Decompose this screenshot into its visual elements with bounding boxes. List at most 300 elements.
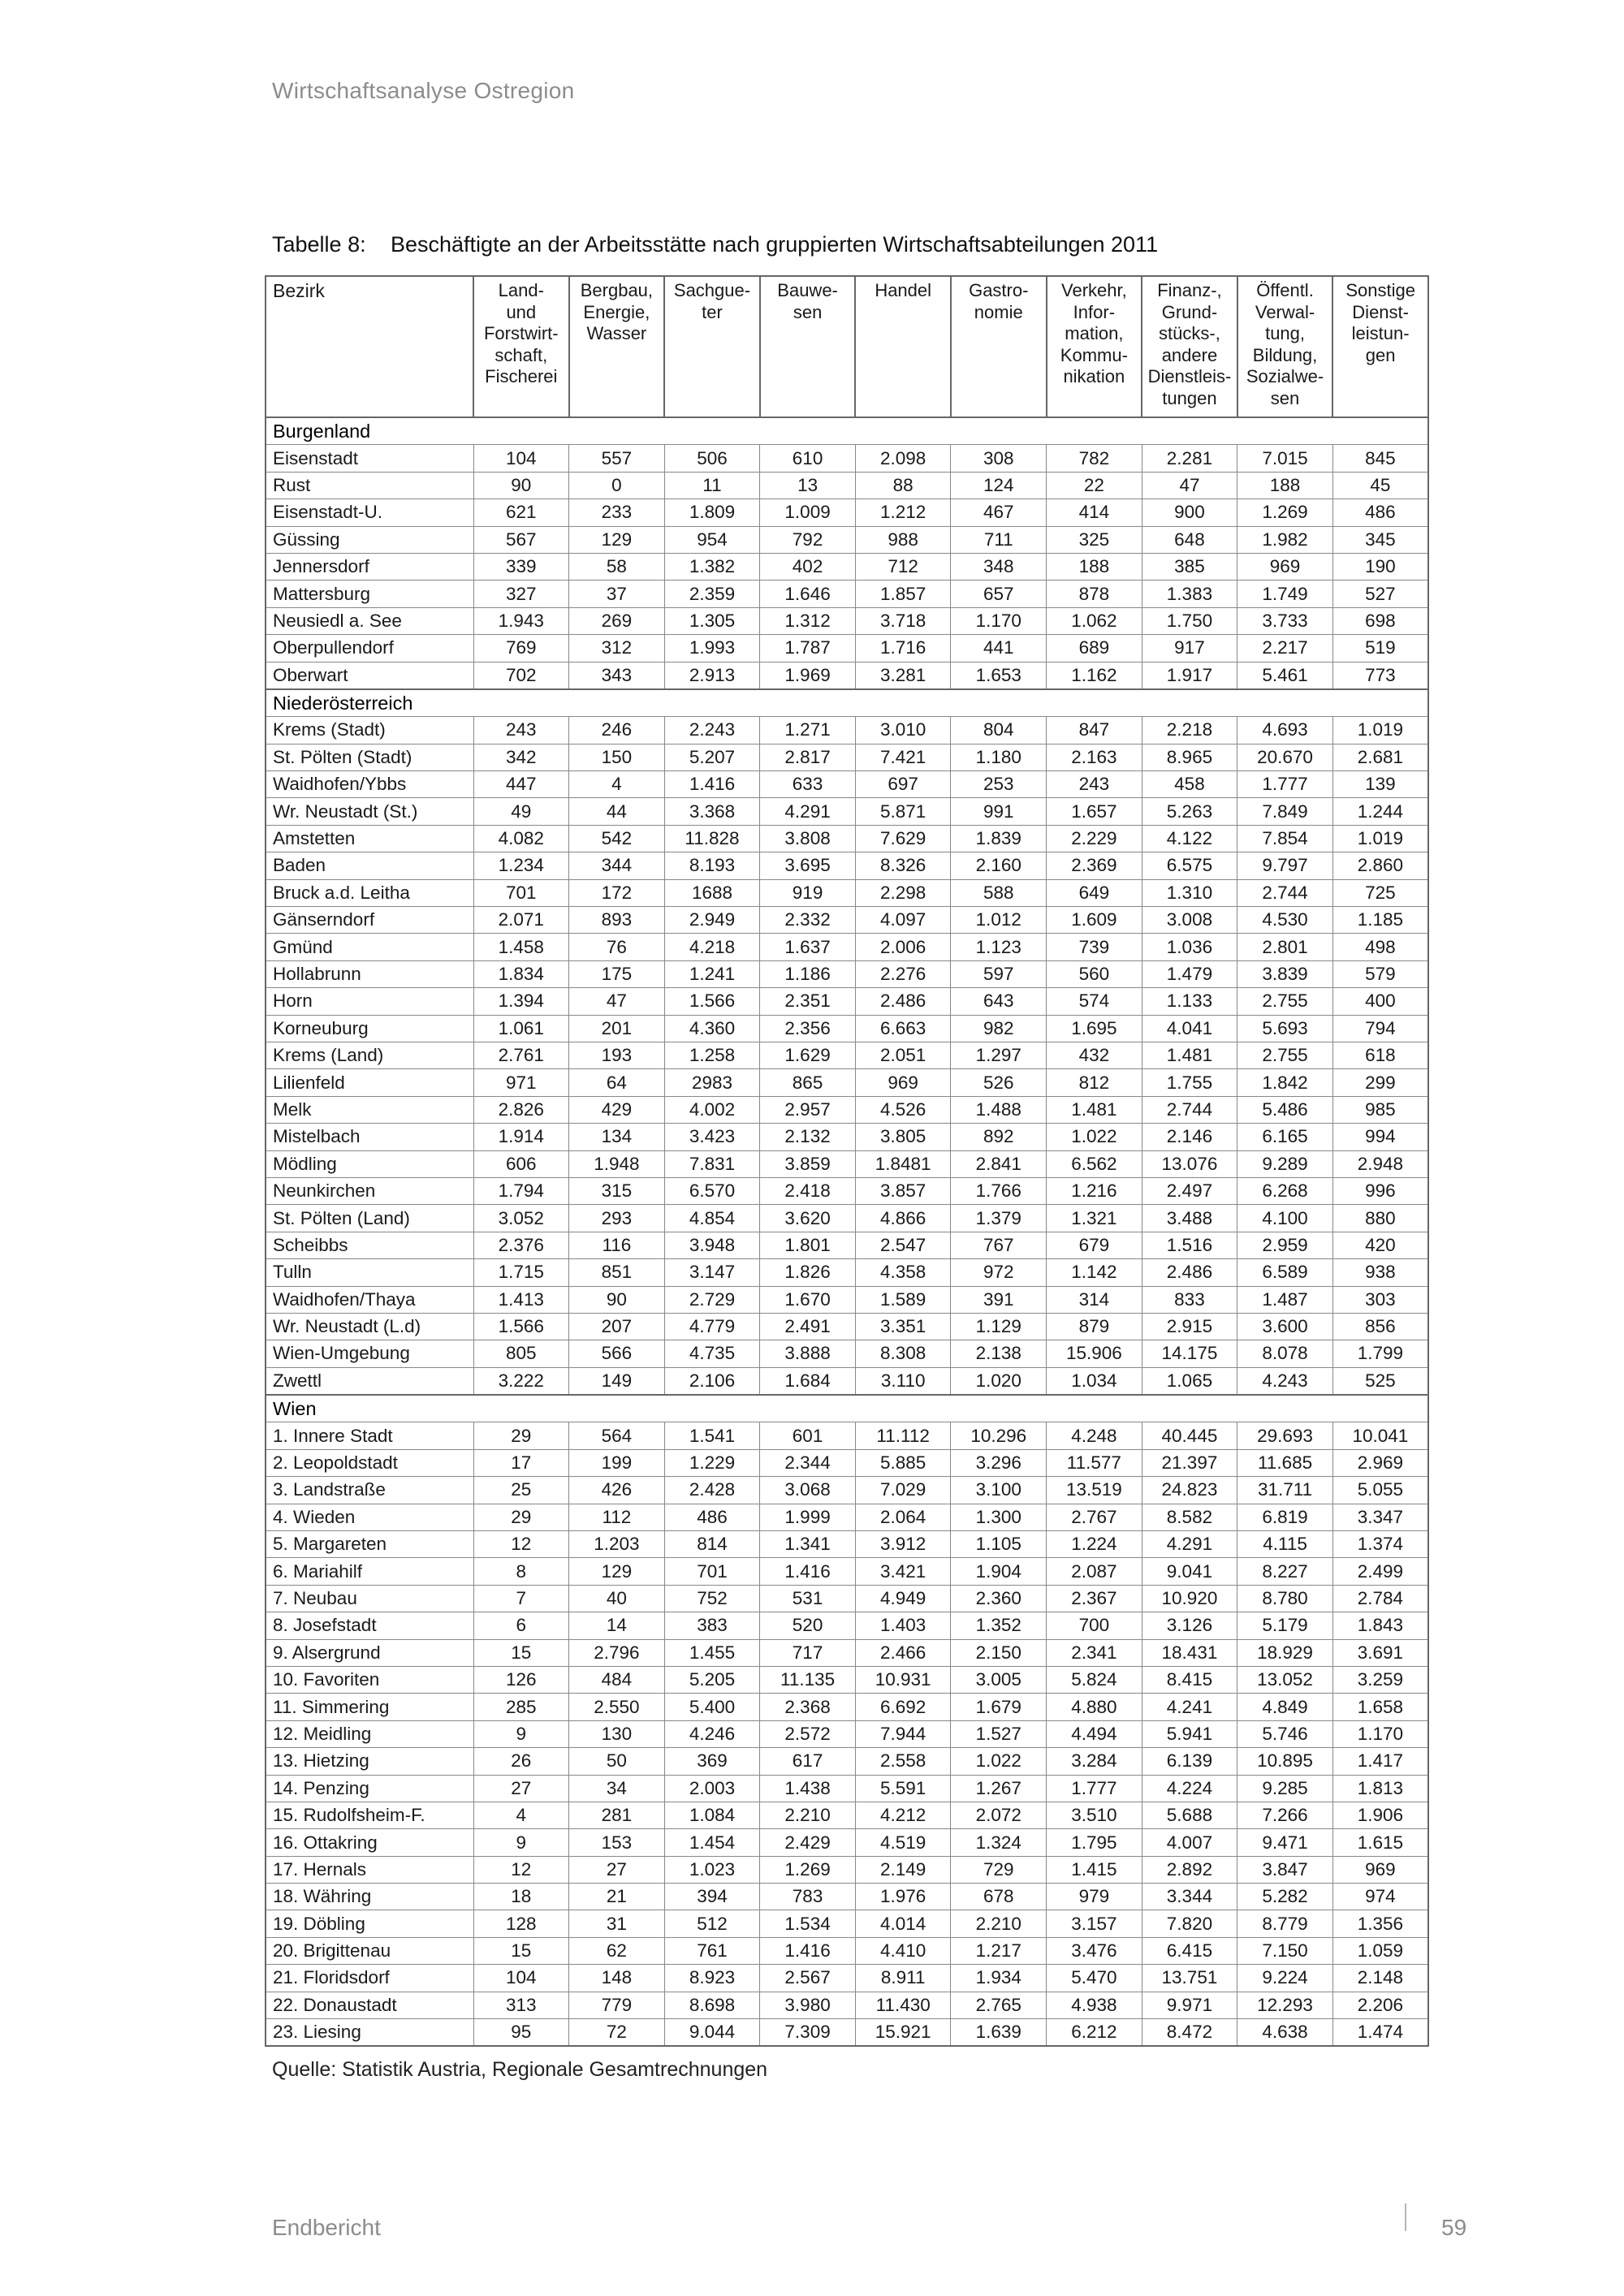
value-cell: 4.949 [855, 1585, 951, 1612]
value-cell: 919 [760, 879, 856, 906]
value-cell: 3.005 [951, 1666, 1047, 1693]
value-cell: 805 [473, 1340, 569, 1367]
value-cell: 4.122 [1142, 825, 1237, 852]
value-cell: 1.217 [951, 1937, 1047, 1964]
value-cell: 47 [569, 988, 665, 1015]
value-cell: 972 [951, 1259, 1047, 1286]
value-cell: 420 [1332, 1232, 1428, 1258]
value-cell: 1.023 [664, 1856, 760, 1883]
value-cell: 243 [1047, 771, 1142, 798]
group-row [266, 689, 1428, 717]
value-cell: 4.218 [664, 934, 760, 960]
column-header: Bergbau, Energie, Wasser [569, 276, 665, 417]
value-cell: 1.999 [760, 1504, 856, 1530]
value-cell: 34 [569, 1775, 665, 1802]
value-cell: 4.246 [664, 1720, 760, 1747]
value-cell: 1.813 [1332, 1775, 1428, 1802]
value-cell: 6.570 [664, 1177, 760, 1204]
value-cell: 974 [1332, 1884, 1428, 1910]
value-cell: 1.224 [1047, 1531, 1142, 1558]
value-cell: 12 [473, 1856, 569, 1883]
value-cell: 2.217 [1237, 635, 1333, 662]
running-header: Wirtschaftsanalyse Ostregion [272, 78, 575, 103]
value-cell: 2.755 [1237, 1042, 1333, 1068]
value-cell: 1.403 [855, 1612, 951, 1639]
value-cell: 129 [569, 1558, 665, 1585]
value-cell: 13 [760, 472, 856, 498]
value-cell: 3.859 [760, 1150, 856, 1177]
district-name-cell: Eisenstadt-U. [266, 499, 473, 526]
district-name-cell: 8. Josefstadt [266, 1612, 473, 1639]
value-cell: 14.175 [1142, 1340, 1237, 1367]
value-cell: 31 [569, 1910, 665, 1937]
value-cell: 8.582 [1142, 1504, 1237, 1530]
value-cell: 325 [1047, 526, 1142, 553]
value-cell: 1.750 [1142, 607, 1237, 634]
value-cell: 1.566 [664, 988, 760, 1015]
value-cell: 1.777 [1237, 771, 1333, 798]
value-cell: 531 [760, 1585, 856, 1612]
table-row [266, 1232, 1428, 1258]
value-cell: 2.558 [855, 1748, 951, 1775]
value-cell: 648 [1142, 526, 1237, 553]
table-row [266, 825, 1428, 852]
value-cell: 233 [569, 499, 665, 526]
value-cell: 1.417 [1332, 1748, 1428, 1775]
value-cell: 971 [473, 1069, 569, 1096]
value-cell: 1.679 [951, 1694, 1047, 1720]
value-cell: 879 [1047, 1313, 1142, 1340]
value-cell: 1.834 [473, 960, 569, 987]
value-cell: 3.259 [1332, 1666, 1428, 1693]
table-body [266, 417, 1428, 2046]
value-cell: 90 [569, 1286, 665, 1313]
value-cell: 1.481 [1142, 1042, 1237, 1068]
value-cell: 394 [664, 1884, 760, 1910]
value-cell: 4.530 [1237, 907, 1333, 934]
value-cell: 3.476 [1047, 1937, 1142, 1964]
value-cell: 3.052 [473, 1205, 569, 1232]
value-cell: 5.486 [1237, 1096, 1333, 1123]
district-name-cell: 22. Donaustadt [266, 1992, 473, 2018]
value-cell: 5.470 [1047, 1965, 1142, 1992]
value-cell: 1.416 [664, 771, 760, 798]
value-cell: 1.413 [473, 1286, 569, 1313]
column-header: Gastro- nomie [951, 276, 1047, 417]
value-cell: 2.006 [855, 934, 951, 960]
value-cell: 8.698 [664, 1992, 760, 2018]
value-cell: 3.423 [664, 1124, 760, 1150]
value-cell: 2.428 [664, 1477, 760, 1504]
value-cell: 6.165 [1237, 1124, 1333, 1150]
value-cell: 37 [569, 580, 665, 607]
table-row [266, 744, 1428, 770]
value-cell: 153 [569, 1829, 665, 1856]
value-cell: 880 [1332, 1205, 1428, 1232]
value-cell: 1.826 [760, 1259, 856, 1286]
value-cell: 2.957 [760, 1096, 856, 1123]
district-name-cell: 11. Simmering [266, 1694, 473, 1720]
group-label: Wien [266, 1395, 1428, 1422]
value-cell: 112 [569, 1504, 665, 1530]
value-cell: 1.310 [1142, 879, 1237, 906]
value-cell: 8.227 [1237, 1558, 1333, 1585]
value-cell: 3.110 [855, 1367, 951, 1395]
value-cell: 988 [855, 526, 951, 553]
value-cell: 697 [855, 771, 951, 798]
value-cell: 126 [473, 1666, 569, 1693]
table-row [266, 960, 1428, 987]
value-cell: 1.216 [1047, 1177, 1142, 1204]
table-row [266, 2019, 1428, 2047]
value-cell: 447 [473, 771, 569, 798]
value-cell: 3.222 [473, 1367, 569, 1395]
table-row [266, 1856, 1428, 1883]
value-cell: 29 [473, 1422, 569, 1449]
value-cell: 2.969 [1332, 1449, 1428, 1476]
value-cell: 9.289 [1237, 1150, 1333, 1177]
value-cell: 13.751 [1142, 1965, 1237, 1992]
district-name-cell: Mödling [266, 1150, 473, 1177]
value-cell: 5.207 [664, 744, 760, 770]
value-cell: 9 [473, 1720, 569, 1747]
value-cell: 3.296 [951, 1449, 1047, 1476]
value-cell: 1.629 [760, 1042, 856, 1068]
table-row [266, 1042, 1428, 1068]
value-cell: 150 [569, 744, 665, 770]
table-row [266, 1829, 1428, 1856]
value-cell: 2.341 [1047, 1639, 1142, 1666]
value-cell: 3.157 [1047, 1910, 1142, 1937]
value-cell: 2.072 [951, 1802, 1047, 1828]
value-cell: 4.100 [1237, 1205, 1333, 1232]
table-row [266, 1259, 1428, 1286]
value-cell: 6.139 [1142, 1748, 1237, 1775]
value-cell: 3.980 [760, 1992, 856, 2018]
column-header: Sonstige Dienst- leistun- gen [1332, 276, 1428, 417]
value-cell: 128 [473, 1910, 569, 1937]
value-cell: 1.842 [1237, 1069, 1333, 1096]
value-cell: 2.567 [760, 1965, 856, 1992]
value-cell: 579 [1332, 960, 1428, 987]
value-cell: 4.007 [1142, 1829, 1237, 1856]
value-cell: 2.429 [760, 1829, 856, 1856]
value-cell: 1.297 [951, 1042, 1047, 1068]
value-cell: 617 [760, 1748, 856, 1775]
value-cell: 3.010 [855, 717, 951, 744]
value-cell: 8.911 [855, 1965, 951, 1992]
district-name-cell: 17. Hernals [266, 1856, 473, 1883]
value-cell: 893 [569, 907, 665, 934]
value-cell: 1.843 [1332, 1612, 1428, 1639]
value-cell: 12 [473, 1531, 569, 1558]
value-cell: 5.871 [855, 798, 951, 825]
value-cell: 5.282 [1237, 1884, 1333, 1910]
value-cell: 1.658 [1332, 1694, 1428, 1720]
employment-table [265, 275, 1429, 2047]
value-cell: 2.913 [664, 662, 760, 689]
value-cell: 8.326 [855, 852, 951, 879]
value-cell: 7.629 [855, 825, 951, 852]
table-row [266, 1666, 1428, 1693]
value-cell: 851 [569, 1259, 665, 1286]
value-cell: 812 [1047, 1069, 1142, 1096]
value-cell: 10.296 [951, 1422, 1047, 1449]
district-name-cell: Korneuburg [266, 1015, 473, 1042]
value-cell: 44 [569, 798, 665, 825]
value-cell: 47 [1142, 472, 1237, 498]
value-cell: 269 [569, 607, 665, 634]
value-cell: 7.854 [1237, 825, 1333, 852]
table-row [266, 1558, 1428, 1585]
table-row [266, 1367, 1428, 1395]
value-cell: 1.474 [1332, 2019, 1428, 2047]
value-cell: 520 [760, 1612, 856, 1639]
district-name-cell: Jennersdorf [266, 553, 473, 580]
value-cell: 2.892 [1142, 1856, 1237, 1883]
table-row [266, 1639, 1428, 1666]
value-cell: 188 [1047, 553, 1142, 580]
value-cell: 148 [569, 1965, 665, 1992]
table-caption [272, 232, 1158, 257]
value-cell: 1.8481 [855, 1150, 951, 1177]
value-cell: 954 [664, 526, 760, 553]
value-cell: 4.519 [855, 1829, 951, 1856]
value-cell: 542 [569, 825, 665, 852]
table-row [266, 472, 1428, 498]
value-cell: 1.062 [1047, 607, 1142, 634]
value-cell: 512 [664, 1910, 760, 1937]
value-cell: 327 [473, 580, 569, 607]
table-row [266, 1937, 1428, 1964]
value-cell: 2.356 [760, 1015, 856, 1042]
value-cell: 804 [951, 717, 1047, 744]
district-name-cell: Bruck a.d. Leitha [266, 879, 473, 906]
district-name-cell: 21. Floridsdorf [266, 1965, 473, 1992]
column-header: Sachgue- ter [664, 276, 760, 417]
value-cell: 1.415 [1047, 1856, 1142, 1883]
value-cell: 1.653 [951, 662, 1047, 689]
value-cell: 1.105 [951, 1531, 1047, 1558]
table-row [266, 1504, 1428, 1530]
value-cell: 2.368 [760, 1694, 856, 1720]
value-cell: 2.949 [664, 907, 760, 934]
value-cell: 845 [1332, 445, 1428, 472]
value-cell: 1.185 [1332, 907, 1428, 934]
value-cell: 6 [473, 1612, 569, 1639]
district-name-cell: Gänserndorf [266, 907, 473, 934]
value-cell: 7.849 [1237, 798, 1333, 825]
value-cell: 3.888 [760, 1340, 856, 1367]
value-cell: 1.799 [1332, 1340, 1428, 1367]
value-cell: 1.267 [951, 1775, 1047, 1802]
value-cell: 6.415 [1142, 1937, 1237, 1964]
value-cell: 2.491 [760, 1313, 856, 1340]
value-cell: 1.487 [1237, 1286, 1333, 1313]
district-name-cell: 3. Landstraße [266, 1477, 473, 1504]
table-row [266, 1015, 1428, 1042]
value-cell: 833 [1142, 1286, 1237, 1313]
value-cell: 1.488 [951, 1096, 1047, 1123]
value-cell: 134 [569, 1124, 665, 1150]
value-cell: 5.693 [1237, 1015, 1333, 1042]
value-cell: 1.755 [1142, 1069, 1237, 1096]
value-cell: 8.780 [1237, 1585, 1333, 1612]
value-cell: 5.941 [1142, 1720, 1237, 1747]
value-cell: 4.241 [1142, 1694, 1237, 1720]
value-cell: 2.276 [855, 960, 951, 987]
value-cell: 2.150 [951, 1639, 1047, 1666]
value-cell: 3.351 [855, 1313, 951, 1340]
value-cell: 4.638 [1237, 2019, 1333, 2047]
value-cell: 1.034 [1047, 1367, 1142, 1395]
value-cell: 3.008 [1142, 907, 1237, 934]
value-cell: 700 [1047, 1612, 1142, 1639]
value-cell: 3.368 [664, 798, 760, 825]
table-row [266, 580, 1428, 607]
value-cell: 2.344 [760, 1449, 856, 1476]
district-name-cell: Krems (Stadt) [266, 717, 473, 744]
value-cell: 2.210 [760, 1802, 856, 1828]
table-row [266, 988, 1428, 1015]
value-cell: 13.052 [1237, 1666, 1333, 1693]
table-row [266, 907, 1428, 934]
value-cell: 2.051 [855, 1042, 951, 1068]
value-cell: 1.541 [664, 1422, 760, 1449]
value-cell: 1.312 [760, 607, 856, 634]
value-cell: 3.948 [664, 1232, 760, 1258]
table-row [266, 1585, 1428, 1612]
value-cell: 312 [569, 635, 665, 662]
value-cell: 130 [569, 1720, 665, 1747]
value-cell: 11.685 [1237, 1449, 1333, 1476]
district-name-cell: Melk [266, 1096, 473, 1123]
value-cell: 1.917 [1142, 662, 1237, 689]
value-cell: 1.241 [664, 960, 760, 987]
value-cell: 2.499 [1332, 1558, 1428, 1585]
value-cell: 1.020 [951, 1367, 1047, 1395]
value-cell: 711 [951, 526, 1047, 553]
value-cell: 343 [569, 662, 665, 689]
district-name-cell: 23. Liesing [266, 2019, 473, 2047]
district-name-cell: Gmünd [266, 934, 473, 960]
table-row [266, 1177, 1428, 1204]
value-cell: 8.923 [664, 1965, 760, 1992]
value-cell: 441 [951, 635, 1047, 662]
table-row [266, 1694, 1428, 1720]
value-cell: 2.817 [760, 744, 856, 770]
value-cell: 1.801 [760, 1232, 856, 1258]
value-cell: 314 [1047, 1286, 1142, 1313]
value-cell: 2.744 [1237, 879, 1333, 906]
value-cell: 6.575 [1142, 852, 1237, 879]
value-cell: 498 [1332, 934, 1428, 960]
value-cell: 4.880 [1047, 1694, 1142, 1720]
value-cell: 29 [473, 1504, 569, 1530]
value-cell: 878 [1047, 580, 1142, 607]
value-cell: 7 [473, 1585, 569, 1612]
value-cell: 2.138 [951, 1340, 1047, 1367]
value-cell: 58 [569, 553, 665, 580]
value-cell: 865 [760, 1069, 856, 1096]
value-cell: 2.547 [855, 1232, 951, 1258]
value-cell: 414 [1047, 499, 1142, 526]
value-cell: 22 [1047, 472, 1142, 498]
value-cell: 9.041 [1142, 1558, 1237, 1585]
district-name-cell: Rust [266, 472, 473, 498]
value-cell: 761 [664, 1937, 760, 1964]
group-row [266, 417, 1428, 445]
table-row [266, 1124, 1428, 1150]
value-cell: 994 [1332, 1124, 1428, 1150]
column-header: Land- und Forstwirt- schaft, Fischerei [473, 276, 569, 417]
value-cell: 982 [951, 1015, 1047, 1042]
value-cell: 9.471 [1237, 1829, 1333, 1856]
district-name-cell: 7. Neubau [266, 1585, 473, 1612]
value-cell: 2.841 [951, 1150, 1047, 1177]
value-cell: 8.193 [664, 852, 760, 879]
value-cell: 1.715 [473, 1259, 569, 1286]
value-cell: 621 [473, 499, 569, 526]
district-name-cell: 19. Döbling [266, 1910, 473, 1937]
value-cell: 1.639 [951, 2019, 1047, 2047]
value-cell: 11.577 [1047, 1449, 1142, 1476]
value-cell: 486 [664, 1504, 760, 1530]
value-cell: 752 [664, 1585, 760, 1612]
table-row [266, 445, 1428, 472]
district-name-cell: 6. Mariahilf [266, 1558, 473, 1585]
value-cell: 1.129 [951, 1313, 1047, 1340]
value-cell: 1.479 [1142, 960, 1237, 987]
value-cell: 293 [569, 1205, 665, 1232]
value-cell: 588 [951, 879, 1047, 906]
value-cell: 13.519 [1047, 1477, 1142, 1504]
value-cell: 1.534 [760, 1910, 856, 1937]
footer-label: Endbericht [272, 2215, 381, 2240]
value-cell: 116 [569, 1232, 665, 1258]
value-cell: 432 [1047, 1042, 1142, 1068]
table-row [266, 1802, 1428, 1828]
value-cell: 62 [569, 1937, 665, 1964]
value-cell: 1.458 [473, 934, 569, 960]
value-cell: 4.849 [1237, 1694, 1333, 1720]
group-label: Burgenland [266, 417, 1428, 445]
value-cell: 7.820 [1142, 1910, 1237, 1937]
value-cell: 2.497 [1142, 1177, 1237, 1204]
value-cell: 7.421 [855, 744, 951, 770]
value-cell: 6.692 [855, 1694, 951, 1720]
value-cell: 1.065 [1142, 1367, 1237, 1395]
value-cell: 1.943 [473, 607, 569, 634]
table-row [266, 1313, 1428, 1340]
value-cell: 525 [1332, 1367, 1428, 1395]
value-cell: 1.934 [951, 1965, 1047, 1992]
value-cell: 45 [1332, 472, 1428, 498]
value-cell: 1.341 [760, 1531, 856, 1558]
value-cell: 426 [569, 1477, 665, 1504]
value-cell: 2.298 [855, 879, 951, 906]
value-cell: 1.839 [951, 825, 1047, 852]
value-cell: 2.486 [1142, 1259, 1237, 1286]
value-cell: 794 [1332, 1015, 1428, 1042]
value-cell: 7.309 [760, 2019, 856, 2047]
district-name-cell: St. Pölten (Land) [266, 1205, 473, 1232]
district-name-cell: 1. Innere Stadt [266, 1422, 473, 1449]
value-cell: 783 [760, 1884, 856, 1910]
value-cell: 4.224 [1142, 1775, 1237, 1802]
value-cell: 5.746 [1237, 1720, 1333, 1747]
value-cell: 4 [473, 1802, 569, 1828]
